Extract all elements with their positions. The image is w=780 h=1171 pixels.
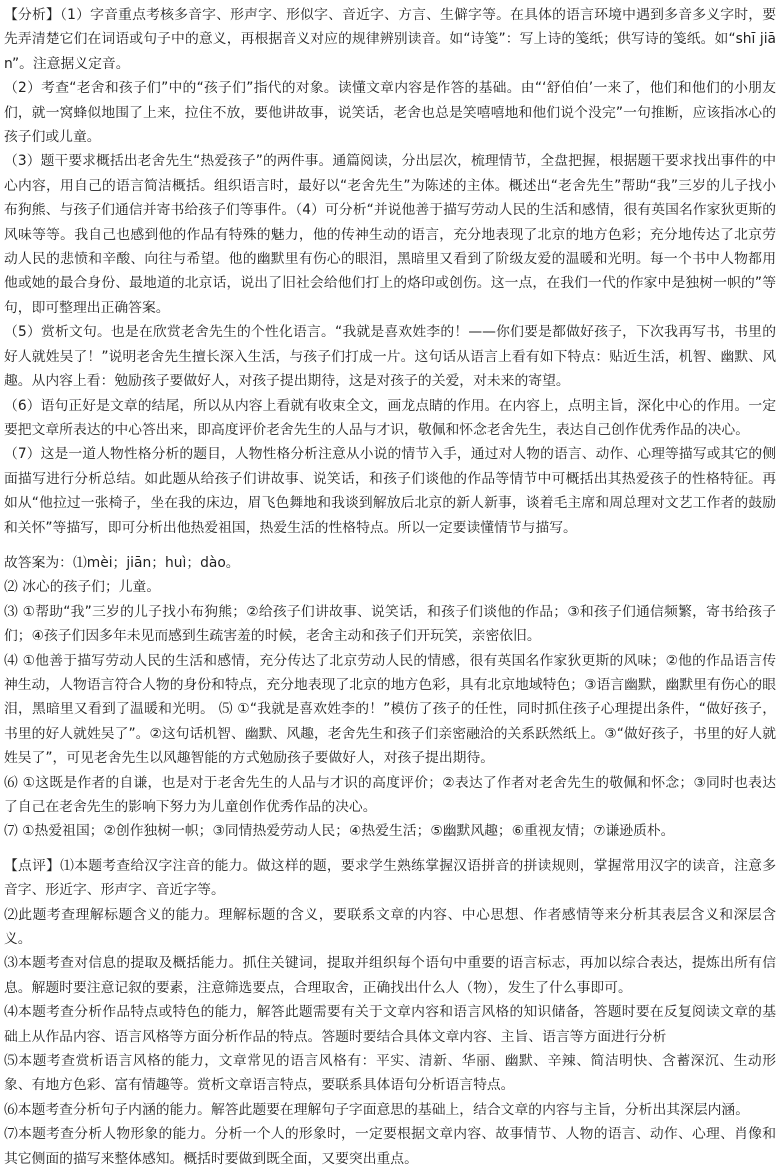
comment-q7: ⑺本题考查分析人物形象的能力。分析一个人的形象时，一定要根据文章内容、故事情节、人物的语言、动作、心理、肖像和其它侧面的描写来整体感知。概括时要做到既全面，又要突出重点。 bbox=[4, 1126, 776, 1167]
comment-section bbox=[4, 854, 776, 1171]
answer-q7: ⑺ ①热爱祖国；②创作独树一帜；③同情热爱劳动人民；④热爱生活；⑤幽默风趣；⑥重视友情；⑦谦逊质朴。 bbox=[4, 823, 675, 840]
answer-q3: ⑶ ①帮助“我”三岁的儿子找小布狗熊；②给孩子们讲故事、说笑话，和孩子们谈他的作品；③和孩子们通信频繁，寄书给孩子们；④孩子们因多年未见而感到生疏害羞的时候，老舍主动和孩子们开玩笑，亲密依旧。 bbox=[4, 603, 776, 645]
analysis-q7: （7）这是一道人物性格分析的题目，人物性格分析注意从小说的情节入手，通过对人物的语言、动作、心理等描写或其它的侧面描写进行分析总结。如此题从给孩子们讲故事、说笑话，和孩子们谈他的作品等情节中可概括出其热爱孩子的性格特征。再如从“他拉过一张椅子，坐在我的床边，眉飞色舞地和我谈到解放后北京的新人新事，谈着毛主席和周总理对文艺工作者的鼓励和关怀”等描写，即可分析出他热爱祖国，热爱生活的性格特点。所以一定要读懂情节与描写。 bbox=[4, 446, 776, 536]
comment-q4: ⑷本题考查分析作品特点或特色的能力，解答此题需要有关于文章内容和语言风格的知识储备，答题时要在反复阅读文章的基础上从作品内容、语言风格等方面分析作品的特点。答题时要结合具体文章内容、主旨、语言等方面进行分析 bbox=[4, 1004, 776, 1045]
answer-q6: ⑹ ①这既是作者的自谦，也是对于老舍先生的人品与才识的高度评价；②表达了作者对老舍先生的敬佩和怀念；③同时也表达了自己在老舍先生的影响下努力为儿童创作优秀作品的决心。 bbox=[4, 774, 776, 815]
answer-section bbox=[4, 551, 776, 844]
comment-q6: ⑹本题考查分析句子内涵的能力。解答此题要在理解句子字面意思的基础上，结合文章的内容与主旨，分析出其深层内涵。 bbox=[4, 1101, 750, 1118]
analysis-section bbox=[4, 3, 776, 540]
answer-q4-q5: ⑷ ①他善于描写劳动人民的生活和感情，充分传达了北京劳动人民的情感，很有英国名作家狄更斯的风味；②他的作品语言传神生动，人物语言符合人物的身份和特点，充分地表现了北京的地方色彩，具有北京地域特色；③语言幽默，幽默里有伤心的眼泪，黑暗里又看到了温暖和光明。 ⑸ ①“我就是喜欢姓李的！”模仿了孩子的任性，同时抓住孩子心理提出条件，“做好孩子，书里的好人就姓吴了”。②这句话机智、幽默、风趣，老舍先生和孩子们亲密融洽的关系跃然纸上。③“做好孩子，书里的好人就姓吴了”，可见老舍先生以风趣智能的方式勉励孩子要做好人，对孩子提出期待。 bbox=[4, 652, 776, 767]
comment-q1: 【点评】⑴本题考查给汉字注音的能力。做这样的题，要求学生熟练掌握汉语拼音的拼读规则，掌握常用汉字的读音，注意多音字、形近字、形声字、音近字等。 bbox=[4, 857, 776, 899]
answer-q2: ⑵ 冰心的孩子们；儿童。 bbox=[4, 579, 161, 596]
comment-q5: ⑸本题考查赏析语言风格的能力，文章常见的语言风格有：平实、清新、华丽、幽默、辛辣、简洁明快、含蓄深沉、生动形象、有地方色彩、富有情趣等。赏析文章语言特点，要联系具体语句分析语言特点。 bbox=[4, 1053, 776, 1094]
analysis-q2: （2）考查“老舍和孩子们”中的“孩子们”指代的对象。读懂文章内容是作答的基础。由“‘舒伯伯’一来了，他们和他们的小朋友们，就一窝蜂似地围了上来，拉住不放，要他讲故事，说笑话，老舍也总是笑嘻嘻地和他们说个没完”一句推断，应该指冰心的孩子们或儿童。 bbox=[4, 80, 776, 146]
analysis-q6: （6）语句正好是文章的结尾，所以从内容上看就有收束全文，画龙点睛的作用。在内容上，点明主旨，深化中心的作用。一定要把文章所表达的中心答出来，即高度评价老舍先生的人品与才识，敬佩和怀念老舍先生，表达自己创作优秀作品的决心。 bbox=[4, 397, 776, 438]
answer-q1: 故答案为：⑴mèi；jiān；huì；dào。 bbox=[4, 554, 240, 571]
comment-q3: ⑶本题考查对信息的提取及概括能力。抓住关键词，提取并组织每个语句中重要的语言标志，再加以综合表达，提炼出所有信息。解题时要注意记叙的要素，注意筛选要点，合理取舍，正确找出什么人（物），发生了什么事即可。 bbox=[4, 955, 776, 996]
section-spacer bbox=[4, 844, 776, 854]
analysis-intro-q1: 【分析】（1）字音重点考核多音字、形声字、形似字、音近字、方言、生僻字等。在具体的语言环境中遇到多音多义字时，要先弄清楚它们在词语或句子中的意义，再根据音义对应的规律辨别读音。如“诗笺”：写上诗的笺纸；供写诗的笺纸。如“shī jiān”。注意据义定音。 bbox=[4, 7, 776, 72]
section-spacer bbox=[4, 540, 776, 551]
analysis-q3-q4: （3）题干要求概括出老舍先生“热爱孩子”的两件事。通篇阅读，分出层次，梳理情节，全盘把握，根据题干要求找出事件的中心内容，用自己的语言简洁概括。组织语言时，最好以“老舍先生”为陈述的主体。概述出“老舍先生”帮助“我”三岁的儿子找小布狗熊、与孩子们通信并寄书给孩子们等事件。（4）可分析“并说他善于描写劳动人民的生活和感情，很有英国名作家狄更斯的风味等等。我自己也感到他的作品有特殊的魅力，他的传神生动的语言，充分地表现了北京的地方色彩；充分地传达了北京劳动人民的悲愤和辛酸、向往与希望。他的幽默里有伤心的眼泪，黑暗里又看到了阶级友爱的温暖和光明。每一个书中人物都用他或她的最合身份、最地道的北京话，说出了旧社会给他们打上的烙印或创伤。这一点，在我们一代的作家中是独树一帜的”等句，即可整理出正确答案。 bbox=[4, 153, 776, 316]
comment-q2: ⑵此题考查理解标题含义的能力。理解标题的含义，要联系文章的内容、中心思想、作者感情等来分析其表层含义和深层含义。 bbox=[4, 906, 776, 948]
analysis-q5: （5）赏析文句。也是在欣赏老舍先生的个性化语言。“我就是喜欢姓李的！——你们要是都做好孩子，下次我再写书，书里的好人就姓吴了！”说明老舍先生擅长深入生活，与孩子们打成一片。这句话从语言上看有如下特点：贴近生活，机智、幽默、风趣。从内容上看：勉励孩子要做好人，对孩子提出期待，这是对孩子的关爱，对未来的寄望。 bbox=[4, 324, 776, 390]
